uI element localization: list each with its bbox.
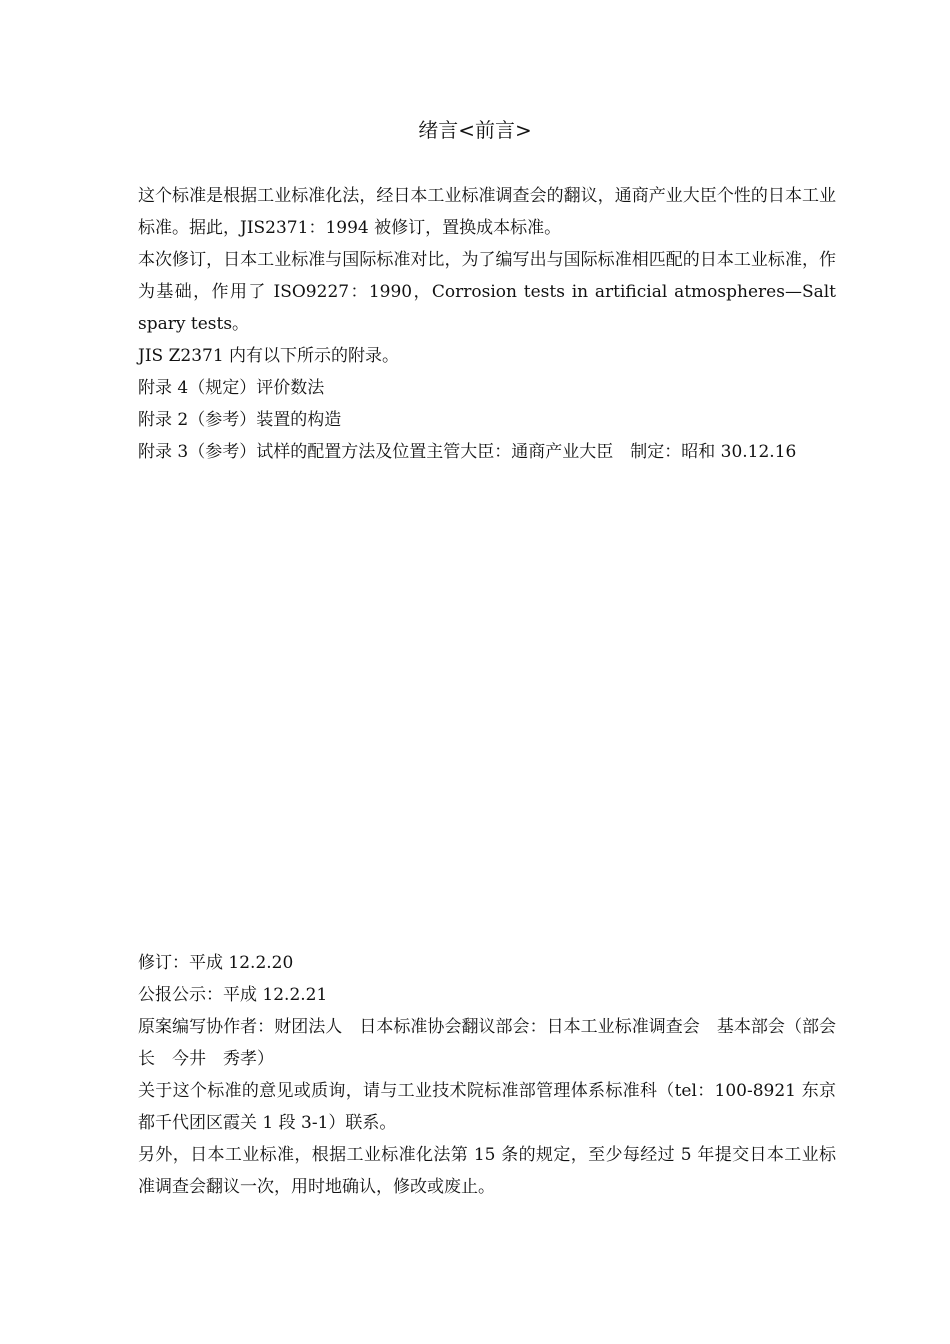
footer-revision-date: 修订：平成 12.2.20 bbox=[138, 953, 294, 973]
footer-drafting-cooperators: 原案编写协作者：财团法人 日本标准协会翻议部会：日本工业标准调查会 基本部会（部会长 今井 秀孝） bbox=[138, 1017, 836, 1069]
intro-section bbox=[138, 180, 836, 468]
footer-publication-date: 公报公示：平成 12.2.21 bbox=[138, 985, 328, 1005]
intro-paragraph-annex-list: JIS Z2371 内有以下所示的附录。 bbox=[138, 346, 400, 366]
annex-item-4: 附录 4（规定）评价数法 bbox=[138, 378, 325, 398]
annex-item-2: 附录 2（参考）装置的构造 bbox=[138, 410, 342, 430]
intro-paragraph-enactment: 这个标准是根据工业标准化法，经日本工业标准调查会的翻议，通商产业大臣个性的日本工业标准。据此，JIS2371：1994 被修订，置换成本标准。 bbox=[138, 186, 836, 238]
intro-paragraph-revision: 本次修订，日本工业标准与国际标准对比，为了编写出与国际标准相匹配的日本工业标准，作为基础，作用了 ISO9227：1990，Corrosion tests in artificial atmospheres—Salt spary tests。 bbox=[138, 250, 836, 334]
footer-review-note: 另外，日本工业标准，根据工业标准化法第 15 条的规定，至少每经过 5 年提交日本工业标准调查会翻议一次，用时地确认，修改或废止。 bbox=[138, 1145, 836, 1197]
footer-contact-info: 关于这个标准的意见或质询，请与工业技术院标准部管理体系标准科（tel：100-8921 东京都千代团区霞关 1 段 3-1）联系。 bbox=[138, 1081, 836, 1133]
footer-section bbox=[138, 947, 836, 1203]
page-title: 绪言<前言> bbox=[418, 118, 532, 142]
annex-item-3: 附录 3（参考）试样的配置方法及位置主管大臣：通商产业大臣 制定：昭和 30.12.16 bbox=[138, 442, 797, 462]
